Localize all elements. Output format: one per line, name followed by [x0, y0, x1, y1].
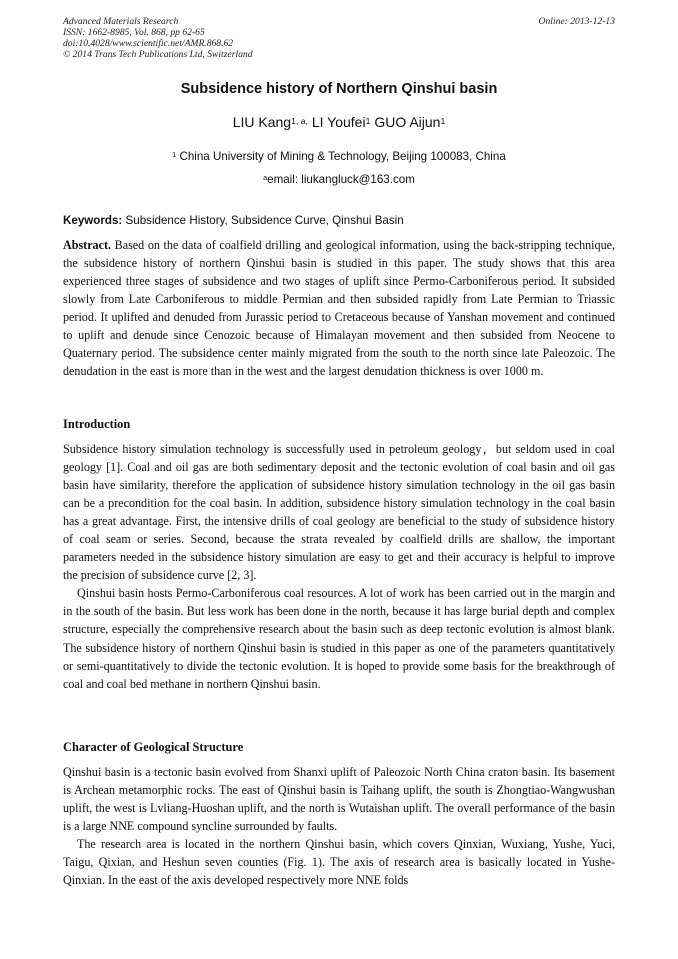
geology-section	[63, 763, 615, 889]
keywords-text: Subsidence History, Subsidence Curve, Qinshui Basin	[125, 214, 404, 227]
abstract-label: Abstract.	[63, 238, 112, 252]
section-heading-introduction: Introduction	[63, 417, 131, 431]
affiliation	[0, 150, 678, 163]
copyright-line: © 2014 Trans Tech Publications Ltd, Switzerland	[63, 49, 253, 60]
journal-header	[63, 16, 615, 60]
keywords	[63, 214, 615, 227]
email-mark: a	[263, 173, 268, 183]
paragraph: The research area is located in the northern Qinshui basin, which covers Qinxian, Wuxiang, Yushe, Yuci, Taigu, Qixian, and Heshun seven counties (Fig. 1). The axis of research area is basically located in Yushe-Qinxian. In the east of the axis developed respectively more NNE folds	[63, 837, 615, 888]
doi-line: doi:10.4028/www.scientific.net/AMR.868.62	[63, 38, 234, 49]
author-list	[0, 114, 678, 130]
affiliation-mark: 1	[172, 150, 177, 160]
author-affiliation-mark: 1	[365, 115, 371, 126]
author-name: LI Youfei	[311, 114, 366, 130]
paper-title: Subsidence history of Northern Qinshui basin	[180, 81, 498, 97]
abstract-text: Based on the data of coalfield drilling and geological information, using the back-stripping technique, the subsidence history of northern Qinshui basin is studied in this paper. The study shows that this area experienced three stages of subsidence and two stages of uplift since Permo-Carboniferous period. It subsided slowly from Late Carboniferous to middle Permian and then subsided rapidly from Late Permian to Triassic period. It uplifted and denuded from Jurassic period to Cretaceous because of Yanshan movement and continued to uplift and denude since Cenozoic because of Himalayan movement and then subsided from Neocene to Quaternary period. The subsidence center mainly migrated from the south to the north since late Paleozoic. The denudation in the east is more than in the west and the largest denudation thickness is over 1000 m.	[63, 238, 616, 379]
author-email	[0, 173, 678, 186]
author-name: GUO Aijun	[374, 114, 441, 130]
author-affiliation-mark: 1	[440, 115, 446, 126]
introduction-section	[63, 440, 615, 693]
abstract	[63, 236, 615, 380]
online-date: Online: 2013-12-13	[538, 16, 615, 27]
paragraph: Subsidence history simulation technology is successfully used in petroleum geology，but seldom used in coal geology [1]. Coal and oil gas are both sedimentary deposit and the tectonic evolution of coal basin and oil gas basin have similarity, therefore the application of subsidence history simulation technology in the oil gas basin can be a precondition for the coal basin. In addition, subsidence history simulation technology in the coal basin has a great advantage. First, the intensive drills of coal geology are beneficial to the study of subsidence history of coal seam or series. Second, because the strata revealed by coalfield drills are shallow, the important parameters needed in the subsidence history simulation are easy to get and their accuracy is helpful to improve the precision of subsidence curve [2, 3].	[63, 442, 615, 583]
paragraph: Qinshui basin is a tectonic basin evolved from Shanxi uplift of Paleozoic North China craton basin. Its basement is Archean metamorphic rocks. The east of Qinshui basin is Taihang uplift, the south is Zhongtiao-Wangwushan uplift, the west is Lvliang-Huoshan uplift, and the north is Wutaishan uplift. The overall performance of the basin is a large NNE compound syncline surrounded by faults.	[63, 765, 615, 834]
author-name: LIU Kang	[232, 114, 292, 130]
journal-name: Advanced Materials Research	[63, 16, 179, 27]
author-affiliation-mark: 1, a,	[291, 115, 308, 126]
paragraph: Qinshui basin hosts Permo-Carboniferous coal resources. A lot of work has been carried out in the margin and in the south of the basin. But less work has been done in the north, because it has large burial depth and complex structure, especially the comprehensive research about the basin such as deep tectonic evolution is almost blank. The subsidence history of northern Qinshui basin is studied in this paper as one of the parameters quantitatively or semi-quantitatively to divide the tectonic evolution. It is hoped to provide some basis for the breakthrough of coal and coal bed methane in northern Qinshui basin.	[63, 586, 615, 691]
issn-line: ISSN: 1662-8985, Vol. 868, pp 62-65	[63, 27, 205, 38]
section-heading-geology: Character of Geological Structure	[63, 740, 244, 754]
affiliation-text: China University of Mining & Technology, Beijing 100083, China	[179, 150, 506, 163]
keywords-label: Keywords:	[63, 214, 123, 227]
email-text: email: liukangluck@163.com	[267, 173, 415, 186]
